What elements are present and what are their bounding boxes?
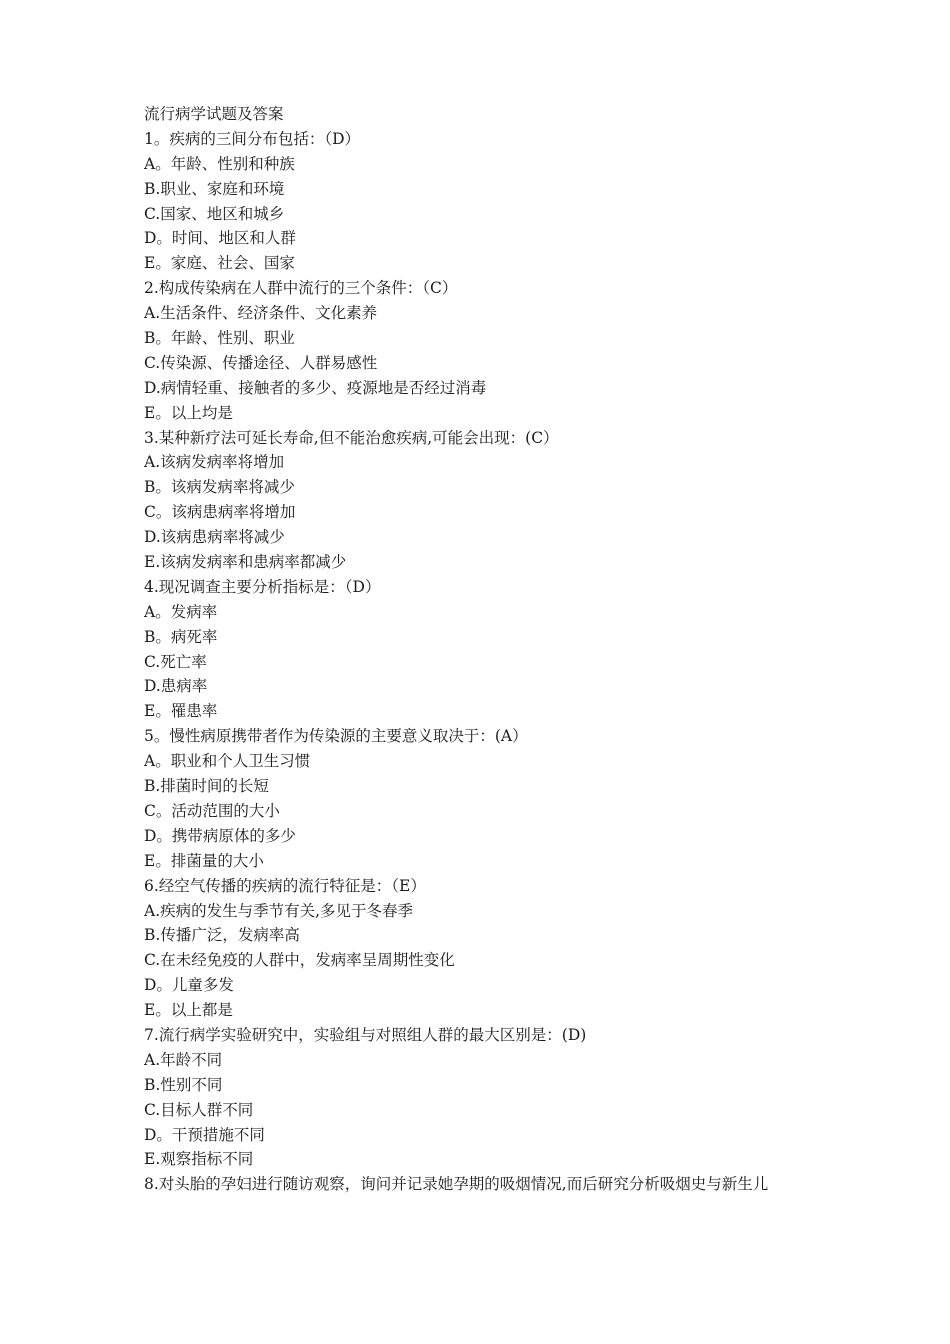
- text-line: B.职业、家庭和环境: [144, 179, 285, 198]
- text-line: A.生活条件、经济条件、文化素养: [144, 304, 378, 323]
- text-line: E.观察指标不同: [144, 1150, 254, 1169]
- text-line: C。活动范围的大小: [144, 801, 280, 820]
- text-line: A。发病率: [144, 602, 218, 621]
- text-line: A.年龄不同: [144, 1050, 223, 1069]
- document-title: 流行病学试题及答案: [144, 105, 284, 123]
- text-line: 3.某种新疗法可延长寿命,但不能治愈疾病,可能会出现：(C）: [144, 428, 559, 447]
- text-line: 8.对头胎的孕妇进行随访观察，询问并记录她孕期的吸烟情况,而后研究分析吸烟史与新生儿: [144, 1175, 769, 1194]
- text-line: A。职业和个人卫生习惯: [144, 752, 311, 771]
- text-line: 7.流行病学实验研究中，实验组与对照组人群的最大区别是：(D): [144, 1025, 587, 1044]
- text-line: C。该病患病率将增加: [144, 503, 296, 522]
- text-line: B.性别不同: [144, 1075, 223, 1094]
- text-line: C.目标人群不同: [144, 1100, 254, 1119]
- text-line: E.该病发病率和患病率都减少: [144, 553, 347, 572]
- text-line: A.该病发病率将增加: [144, 453, 285, 472]
- text-line: C.在未经免疫的人群中，发病率呈周期性变化: [144, 951, 455, 970]
- text-line: C.传染源、传播途径、人群易感性: [144, 353, 378, 372]
- text-line: D.病情轻重、接触者的多少、疫源地是否经过消毒: [144, 378, 487, 397]
- text-line: 2.构成传染病在人群中流行的三个条件：（C）: [144, 279, 458, 298]
- text-line: 6.经空气传播的疾病的流行特征是：（E）: [144, 876, 426, 895]
- text-line: 4.现况调查主要分析指标是：（D）: [144, 577, 381, 596]
- text-line: 5。慢性病原携带者作为传染源的主要意义取决于：(A）: [144, 727, 528, 746]
- text-line: B.排菌时间的长短: [144, 777, 269, 796]
- text-line: D。儿童多发: [144, 976, 234, 995]
- text-line: E。罹患率: [144, 702, 218, 721]
- text-line: D。干预措施不同: [144, 1125, 265, 1144]
- text-line: D.患病率: [144, 677, 208, 696]
- text-line: B。该病发病率将减少: [144, 478, 295, 497]
- text-line: A.疾病的发生与季节有关,多见于冬春季: [144, 901, 414, 920]
- question-list: [144, 127, 844, 1197]
- text-line: C.国家、地区和城乡: [144, 204, 285, 223]
- text-line: E。排菌量的大小: [144, 851, 264, 870]
- text-line: A。年龄、性别和种族: [144, 154, 295, 173]
- text-line: 1。疾病的三间分布包括：（D）: [144, 129, 361, 148]
- text-line: E。家庭、社会、国家: [144, 254, 295, 273]
- text-line: C.死亡率: [144, 652, 207, 671]
- text-line: D。携带病原体的多少: [144, 826, 296, 845]
- text-line: E。以上均是: [144, 403, 233, 422]
- text-line: B.传播广泛，发病率高: [144, 926, 300, 945]
- text-line: D.该病患病率将减少: [144, 528, 285, 547]
- text-line: D。时间、地区和人群: [144, 229, 296, 248]
- text-line: B。病死率: [144, 627, 218, 646]
- document-content: [144, 102, 844, 1197]
- text-line: E。以上都是: [144, 1001, 233, 1020]
- text-line: B。年龄、性别、职业: [144, 329, 295, 348]
